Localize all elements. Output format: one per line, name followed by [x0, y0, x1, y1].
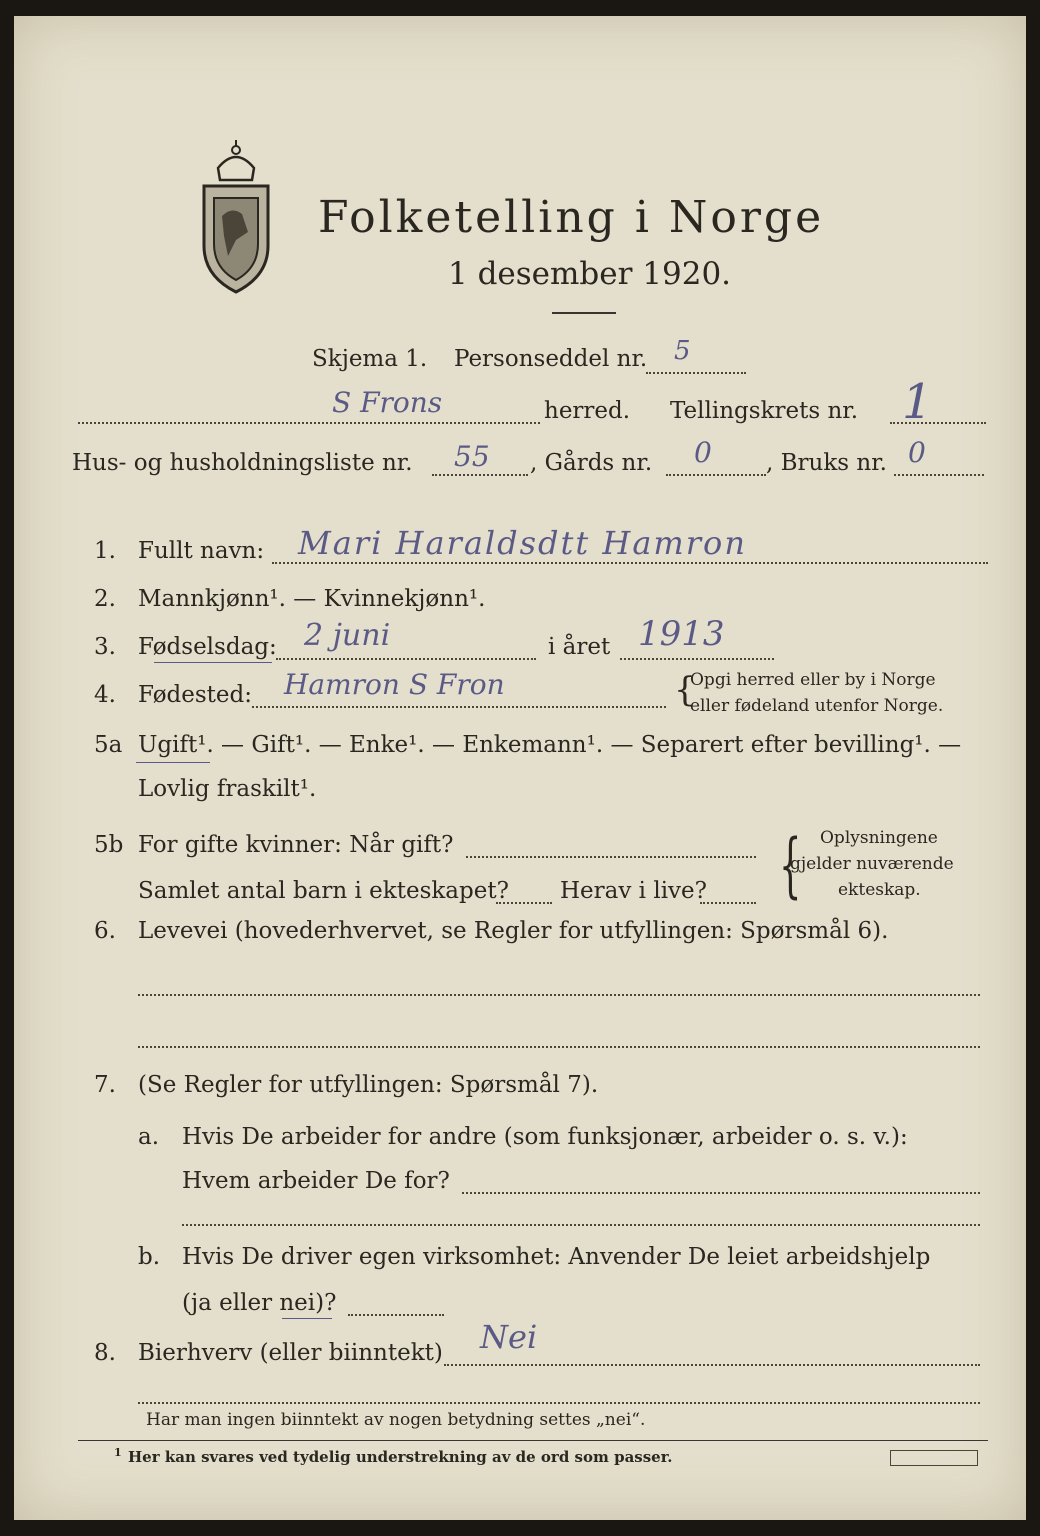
side-income-note: Har man ingen biinntekt av nogen betydning settes „nei“.: [146, 1410, 646, 1430]
birthplace-value[interactable]: Hamron S Fron: [284, 668, 505, 701]
q7b-text: Hvis De driver egen virksomhet: Anvender De leiet arbeidshjelp: [182, 1244, 931, 1270]
q7a-label: Hvem arbeider De for?: [182, 1168, 450, 1194]
q7-number: 7.: [94, 1072, 116, 1098]
tellingskrets-label: Tellingskrets nr.: [670, 398, 859, 424]
bruks-value[interactable]: 0: [908, 436, 926, 469]
birthday-value[interactable]: 2 juni: [304, 618, 391, 653]
gards-value[interactable]: 0: [694, 436, 712, 469]
side-income-value[interactable]: Nei: [480, 1318, 538, 1356]
q6-text: Levevei (hovederhvervet, se Regler for utfyllingen: Spørsmål 6).: [138, 918, 889, 944]
q7a-answer-line[interactable]: [462, 1192, 980, 1194]
q7b-label: (ja eller nei)?: [182, 1290, 337, 1316]
form-date: 1 desember 1920.: [448, 256, 732, 292]
q7a-text: Hvis De arbeider for andre (som funksjonær, arbeider o. s. v.):: [182, 1124, 908, 1150]
form-title: Folketelling i Norge: [318, 192, 825, 243]
herred-label: herred.: [544, 398, 631, 424]
gender-options: Mannkjønn¹. — Kvinnekjønn¹.: [138, 586, 486, 612]
schema-label: Skjema 1.: [312, 346, 428, 372]
q5a-number: 5a: [94, 732, 123, 758]
q4-note-line1: Opgi herred eller by i Norge: [690, 670, 936, 690]
coat-of-arms-icon: [196, 136, 276, 296]
personseddel-value[interactable]: 5: [674, 336, 691, 366]
birth-year-value[interactable]: 1913: [638, 614, 725, 654]
divider: [552, 312, 616, 314]
q5b-label-married: For gifte kvinner: Når gift?: [138, 832, 454, 858]
nei-underline: [282, 1318, 332, 1319]
q7-text: (Se Regler for utfyllingen: Spørsmål 7).: [138, 1072, 599, 1098]
q4-label: Fødested:: [138, 682, 253, 708]
q8-label: Bierhverv (eller biinntekt): [138, 1340, 443, 1366]
q5b-note-line1: Oplysningene: [820, 828, 938, 848]
q8-number: 8.: [94, 1340, 116, 1366]
q6-answer-line-1[interactable]: [138, 994, 980, 996]
bruks-label: , Bruks nr.: [766, 450, 887, 476]
q5b-note-line2: gjelder nuværende: [790, 854, 954, 874]
footnote-mark: 1: [114, 1446, 122, 1459]
q5b-label-children: Samlet antal barn i ekteskapet?: [138, 878, 509, 904]
hus-label: Hus- og husholdningsliste nr.: [72, 450, 413, 476]
q3-number: 3.: [94, 634, 116, 660]
full-name-value[interactable]: Mari Haraldsdtt Hamron: [298, 524, 747, 562]
q4-note-line2: eller fødeland utenfor Norge.: [690, 696, 944, 716]
q7b-number: b.: [138, 1244, 161, 1270]
q7a-number: a.: [138, 1124, 160, 1150]
q6-number: 6.: [94, 918, 116, 944]
tellingskrets-value[interactable]: 1: [902, 374, 933, 430]
q1-label: Fullt navn:: [138, 538, 265, 564]
printer-stamp: [890, 1450, 978, 1466]
q2-number: 2.: [94, 586, 116, 612]
census-form-page: Folketelling i Norge 1 desember 1920. Skjema 1. Personseddel nr. 5 S Frons herred. Tellingskrets nr. 1 Hus- og husholdningsliste nr. 55 , Gårds nr. 0 , Bruks nr. 0 1. Fullt navn: Mari Haraldsdtt Hamron 2. Mannkjønn¹. — Kvinnekjønn¹. 3. Fødselsdag: 2 juni i året 1913 4. Fødested: Hamron S Fron { Opgi herred eller by i Norge eller fødeland utenfor Norge. 5a Ugift¹. — Gift¹. — Enke¹. — Enkemann¹. — Separert efter bevilling¹. — Lovlig fraskilt¹. 5b For gifte kvinner: Når gift? Samlet antal barn i ekteskapet? Herav i live? { Oplysningene gjelder nuværende ekteskap. 6. Levevei (hovederhvervet, se Regler for utfyllingen: Spørsmål 6). 7. (Se Regler for utfyllingen: Spørsmål 7). a. Hvis De arbeider for andre (som funksjonær, arbeider o. s. v.): Hvem arbeider De for? b. Hvis De driver egen virksomhet: Anvender De leiet arbeidshjelp (ja eller nei)? 8. Bierhverv (eller biinntekt) Nei Har man ingen biinntekt av nogen betydning settes „nei“. 1 Her kan svares ved tydelig understrekning av de ord som passer.: [14, 16, 1026, 1520]
q4-number: 4.: [94, 682, 116, 708]
q3-label: Fødselsdag:: [138, 634, 277, 660]
q1-number: 1.: [94, 538, 116, 564]
herred-value[interactable]: S Frons: [332, 386, 443, 419]
q5b-note-line3: ekteskap.: [838, 880, 921, 900]
gards-label: , Gårds nr.: [530, 450, 653, 476]
ugift-underline: [136, 762, 210, 763]
hus-value[interactable]: 55: [454, 440, 490, 473]
personseddel-label: Personseddel nr.: [454, 346, 648, 372]
footnote-text: Her kan svares ved tydelig understrekning av de ord som passer.: [128, 1448, 673, 1466]
q5b-label-alive: Herav i live?: [560, 878, 707, 904]
q6-answer-line-2[interactable]: [138, 1046, 980, 1048]
q5b-number: 5b: [94, 832, 124, 858]
marital-status-options: Ugift¹. — Gift¹. — Enke¹. — Enkemann¹. — Separert efter bevilling¹. —: [138, 732, 962, 758]
marital-status-options-cont: Lovlig fraskilt¹.: [138, 776, 317, 802]
q3-year-label: i året: [548, 634, 611, 660]
